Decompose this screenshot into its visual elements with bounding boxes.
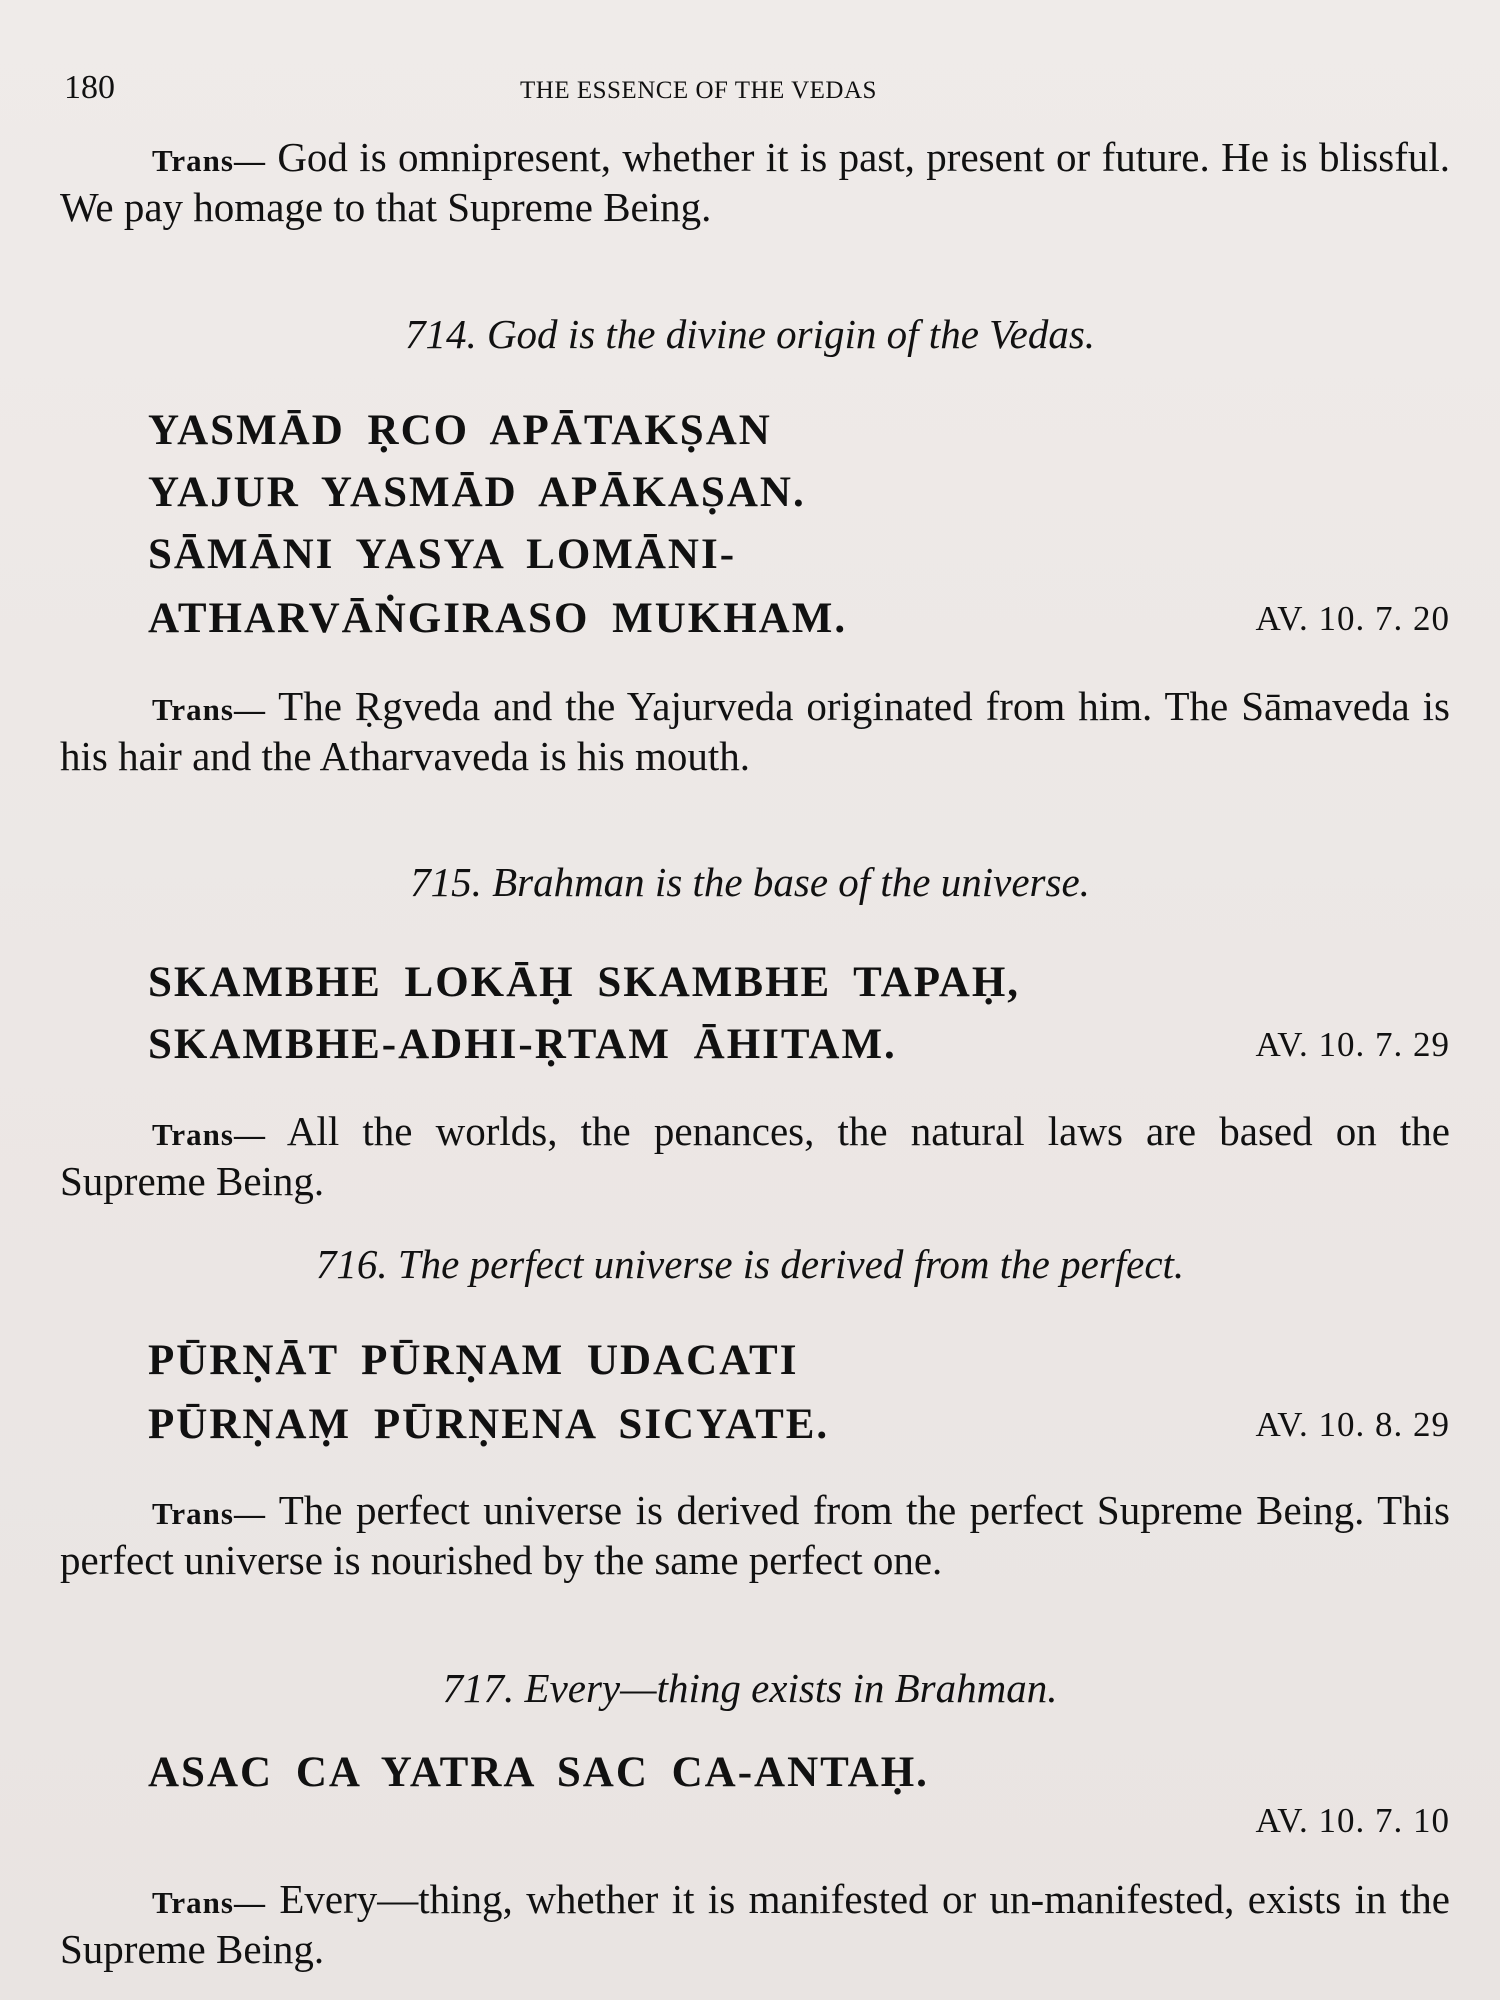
mantra-line: ATHARVĀṄGIRASO MUKHAM. xyxy=(148,595,848,642)
translation-paragraph xyxy=(60,1876,1450,1972)
mantra-line: YAJUR YASMĀD APĀKAṢAN. xyxy=(148,469,806,516)
mantra-line: YASMĀD ṚCO APĀTAKṢAN xyxy=(148,407,772,454)
verse-reference: AV. 10. 8. 29 xyxy=(1255,1405,1450,1444)
translation-text: Every—thing, whether it is manifested or un-manifested, exists in the Supreme Being. xyxy=(60,1876,1450,1972)
trans-label: Trans— xyxy=(152,1117,266,1152)
translation-text: God is omnipresent, whether it is past, present or future. He is blissful. We pay homage to that Supreme Being. xyxy=(60,134,1450,230)
trans-label: Trans— xyxy=(152,143,266,178)
translation-text: The perfect universe is derived from the perfect Supreme Being. This perfect universe is nourished by the same perfect one. xyxy=(60,1487,1450,1583)
trans-label: Trans— xyxy=(152,1496,266,1531)
mantra-line: SKAMBHE-ADHI-ṚTAM ĀHITAM. xyxy=(148,1021,897,1068)
translation-paragraph xyxy=(60,134,1450,230)
translation-text: All the worlds, the penances, the natural laws are based on the Supreme Being. xyxy=(60,1108,1450,1204)
translation-paragraph xyxy=(60,683,1450,779)
trans-label: Trans— xyxy=(152,692,266,727)
mantra-line: SĀMĀNI YASYA LOMĀNI- xyxy=(148,531,737,578)
mantra-line: SKAMBHE LOKĀḤ SKAMBHE TAPAḤ, xyxy=(148,959,1021,1006)
verse-reference: AV. 10. 7. 29 xyxy=(1255,1025,1450,1064)
verse-heading: 717. Every—thing exists in Brahman. xyxy=(442,1665,1058,1711)
running-header-title: THE ESSENCE OF THE VEDAS xyxy=(520,77,877,104)
translation-paragraph xyxy=(60,1487,1450,1583)
trans-label: Trans— xyxy=(152,1885,266,1920)
verse-heading: 715. Brahman is the base of the universe. xyxy=(410,859,1090,905)
verse-heading: 714. God is the divine origin of the Vedas. xyxy=(404,311,1096,357)
page-number: 180 xyxy=(64,69,115,106)
verse-reference: AV. 10. 7. 20 xyxy=(1255,599,1450,638)
verse-reference: AV. 10. 7. 10 xyxy=(1255,1801,1450,1840)
translation-text: The Ṛgveda and the Yajurveda originated from him. The Sāmaveda is his hair and the Atharvaveda is his mouth. xyxy=(60,683,1450,779)
mantra-line: ASAC CA YATRA SAC CA-ANTAḤ. xyxy=(148,1749,929,1796)
verse-heading: 716. The perfect universe is derived from the perfect. xyxy=(315,1241,1185,1287)
translation-paragraph xyxy=(60,1108,1450,1204)
mantra-line: PŪRṆAṂ PŪRṆENA SICYATE. xyxy=(148,1401,830,1448)
mantra-line: PŪRṆĀT PŪRṆAM UDACATI xyxy=(148,1337,799,1384)
